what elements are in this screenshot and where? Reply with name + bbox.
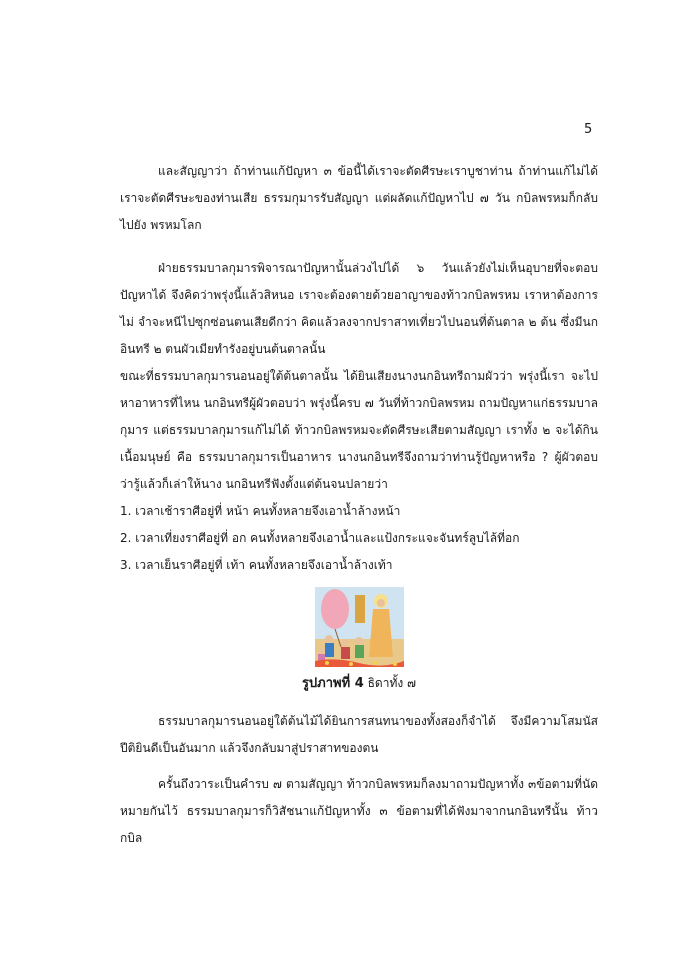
answer-item-morning: 1. เวลาเช้าราศีอยู่ที่ หน้า คนทั้งหลายจึงเอาน้ำล้างหน้า bbox=[120, 504, 401, 518]
figure-label: รูปภาพที่ 4 bbox=[301, 676, 364, 691]
page-number: 5 bbox=[584, 122, 593, 137]
answer-item-noon: 2. เวลาเที่ยงราศีอยู่ที่ อก คนทั้งหลายจึงเอาน้ำและแป้งกระแจะจันทร์ลูบไล้ที่อก bbox=[120, 531, 520, 545]
figure-caption bbox=[120, 673, 598, 694]
paragraph-kumara-rejoices: ธรรมบาลกุมารนอนอยู่ใต้ต้นไม้ได้ยินการสนทนาของทั้งสองก็จำได้ จึงมีความโสมนัส ปีติยินดีเป็นอันมาก แล้วจึงกลับมาสู่ปราสาทของตน bbox=[120, 714, 598, 755]
paragraph-promise: และสัญญาว่า ถ้าท่านแก้ปัญหา ๓ ข้อนี้ได้เราจะตัดศีรษะเราบูชาท่าน ถ้าท่านแก้ไม่ได้ เราจะตัดศีรษะของท่านเสีย ธรรมกุมารรับสัญญา แต่ผลัดแก้ปัญหาไป ๗ วัน กบิลพรหมก็กลับไปยัง พรหมโลก bbox=[120, 164, 598, 232]
paragraph-seventh-day: ครั้นถึงวาระเป็นคำรบ ๗ ตามสัญญา ท้าวกบิลพรหมก็ลงมาถามปัญหาทั้ง ๓ข้อตามที่นัดหมายกันไว้ ธรรมบาลกุมารก็วิสัชนาแก้ปัญหาทั้ง ๓ ข้อตามที่ได้ฟังมาจากนกอินทรีนั้น ท้าวกบิล bbox=[120, 777, 598, 845]
document-body bbox=[120, 158, 598, 852]
figure-4 bbox=[120, 587, 598, 694]
answer-item-evening: 3. เวลาเย็นราศีอยู่ที่ เท้า คนทั้งหลายจึงเอาน้ำล้างเท้า bbox=[120, 558, 393, 572]
paragraph-eagles-talk: ขณะที่ธรรมบาลกุมารนอนอยู่ใต้ต้นตาลนั้น ได้ยินเสียงนางนกอินทรีถามผัวว่า พรุ่งนี้เรา จะไปหาอาหารที่ไหน นกอินทรีผู้ผัวตอบว่า พรุ่งนี้ครบ ๗ วันที่ท้าวกบิลพรหม ถามปัญหาแก่ธรรมบาล กุมาร แต่ธรรมบาลกุมารแก้ไม่ได้ ท้าวกบิลพรหมจะตัดศีรษะเสียตามสัญญา เราทั้ง ๒ จะได้กินเนื้อมนุษย์ คือ ธรรมบาลกุมารเป็นอาหาร นางนกอินทรีจึงถามว่าท่านรู้ปัญหาหรือ ? ผู้ผัวตอบว่ารู้แล้วก็เล่าให้นาง นกอินทรีฟังตั้งแต่ต้นจนปลายว่า bbox=[120, 369, 598, 491]
figure-caption-text: ธิดาทั้ง ๗ bbox=[367, 676, 417, 690]
paragraph-kumara-flees: ฝ่ายธรรมบาลกุมารพิจารณาปัญหานั้นล่วงไปได้ ๖ วันแล้วยังไม่เห็นอุบายที่จะตอบปัญหาได้ จึงคิดว่าพรุ่งนี้แล้วสิหนอ เราจะต้องตายด้วยอาญาของท้าวกบิลพรหม เราหาต้องการไม่ จำจะหนีไปซุกซ่อนตนเสียดีกว่า คิดแล้วลงจากปราสาทเที่ยวไปนอนที่ต้นตาล ๒ ต้น ซึ่งมีนกอินทรี ๒ ตนผัวเมียทำรังอยู่บนต้นตาลนั้น bbox=[120, 261, 598, 356]
seven-daughters-illustration bbox=[315, 587, 404, 667]
